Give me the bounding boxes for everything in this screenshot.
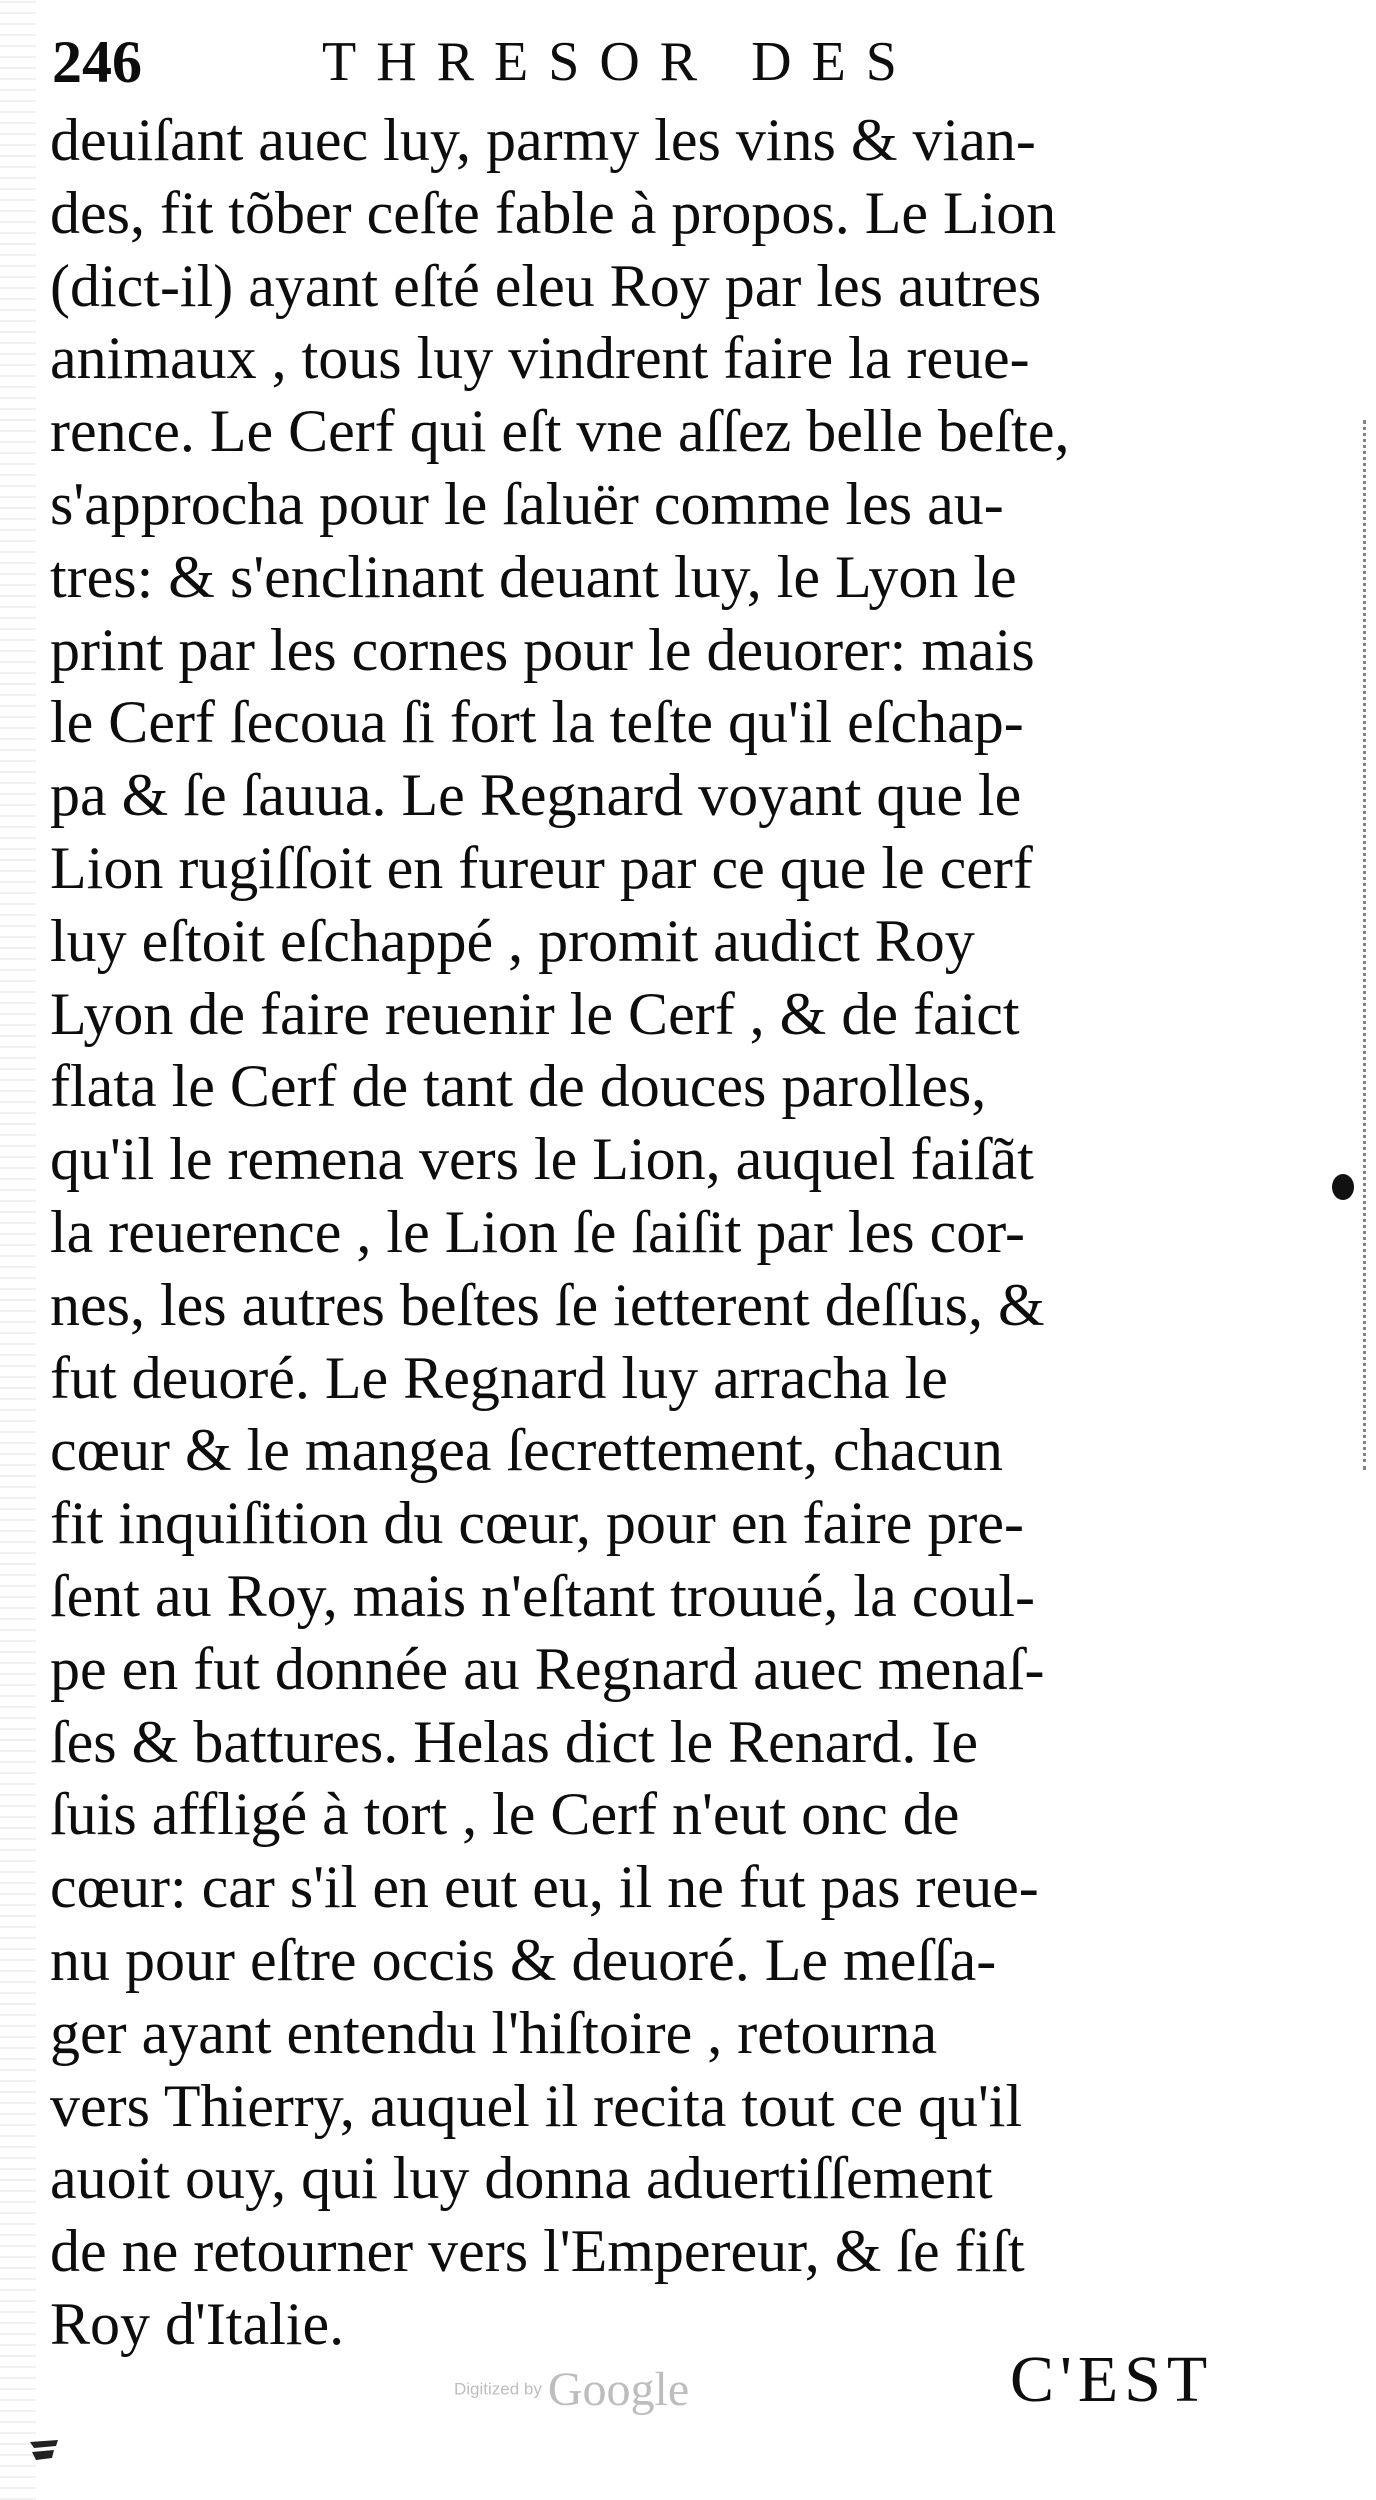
watermark-brand: Google xyxy=(547,2363,690,2416)
text-line: ſent au Roy, mais n'eſtant trouué, la coul- xyxy=(50,1562,1035,1629)
text-line: animaux , tous luy vindrent faire la reue- xyxy=(50,325,1030,392)
text-line: Lion rugiſſoit en fureur par ce que le cerf xyxy=(50,834,1033,901)
text-line: tres: & s'enclinant deuant luy, le Lyon le xyxy=(50,543,1017,610)
text-line: Lyon de faire reuenir le Cerf , & de faict xyxy=(50,980,1020,1047)
text-line: Roy d'Italie. xyxy=(50,2290,345,2357)
text-line: ger ayant entendu l'hiſtoire , retourna xyxy=(50,1999,938,2066)
text-line: luy eſtoit eſchappé , promit audict Roy xyxy=(50,907,975,974)
page-number: 246 xyxy=(52,29,142,95)
text-line: fut deuoré. Le Regnard luy arracha le xyxy=(50,1344,948,1411)
text-line: rence. Le Cerf qui eſt vne aſſez belle beſte, xyxy=(50,398,1070,465)
body-text xyxy=(50,104,1260,2361)
text-line: vers Thierry, auquel il recita tout ce qu'il xyxy=(50,2072,1023,2139)
ink-blot xyxy=(1332,1174,1354,1200)
text-line: des, fit tõber ceſte fable à propos. Le Lion xyxy=(50,179,1057,246)
text-line: nu pour eſtre occis & deuoré. Le meſſa- xyxy=(50,1926,997,1993)
text-line: pa & ſe ſauua. Le Regnard voyant que le xyxy=(50,762,1022,829)
text-line: cœur & le mangea ſecrettement, chacun xyxy=(50,1417,1003,1484)
text-line: ſuis affligé à tort , le Cerf n'eut onc de xyxy=(50,1781,960,1848)
running-head: THRESOR DES xyxy=(322,31,917,93)
text-line: fit inquiſition du cœur, pour en faire pre- xyxy=(50,1490,1024,1557)
text-line: la reuerence , le Lion ſe ſaiſit par les cor- xyxy=(50,1198,1025,1265)
catchword: C'EST xyxy=(1010,2343,1214,2416)
text-line: s'approcha pour le ſaluër comme les au- xyxy=(50,470,1004,537)
watermark-prefix: Digitized by xyxy=(454,2379,542,2399)
text-line: qu'il le remena vers le Lion, auquel faiſãt xyxy=(50,1126,1034,1193)
digitization-watermark xyxy=(454,2362,689,2422)
text-line: (dict-il) ayant eſté eleu Roy par les autres xyxy=(50,252,1042,319)
text-line: ſes & battures. Helas dict le Renard. Ie xyxy=(50,1708,979,1775)
text-line: nes, les autres beſtes ſe ietterent deſſus, & xyxy=(50,1271,1045,1338)
text-line: auoit ouy, qui luy donna aduertiſſement xyxy=(50,2145,993,2212)
text-line: pe en fut donnée au Regnard auec menaſ- xyxy=(50,1635,1045,1702)
scan-artifact-icon xyxy=(28,2436,62,2464)
text-line: deuiſant auec luy, parmy les vins & vian- xyxy=(50,107,1036,173)
binding-shadow xyxy=(0,0,36,2500)
text-line: flata le Cerf de tant de douces parolles, xyxy=(50,1053,987,1120)
text-line: print par les cornes pour le deuorer: mais xyxy=(50,616,1035,683)
page-header xyxy=(52,22,1052,102)
text-line: de ne retourner vers l'Empereur, & ſe fiſt xyxy=(50,2218,1025,2285)
page-edge xyxy=(1363,420,1376,1470)
text-line: cœur: car s'il en eut eu, il ne fut pas reue- xyxy=(50,1854,1039,1921)
text-line: le Cerf ſecoua ſi fort la teſte qu'il eſchap- xyxy=(50,689,1024,756)
